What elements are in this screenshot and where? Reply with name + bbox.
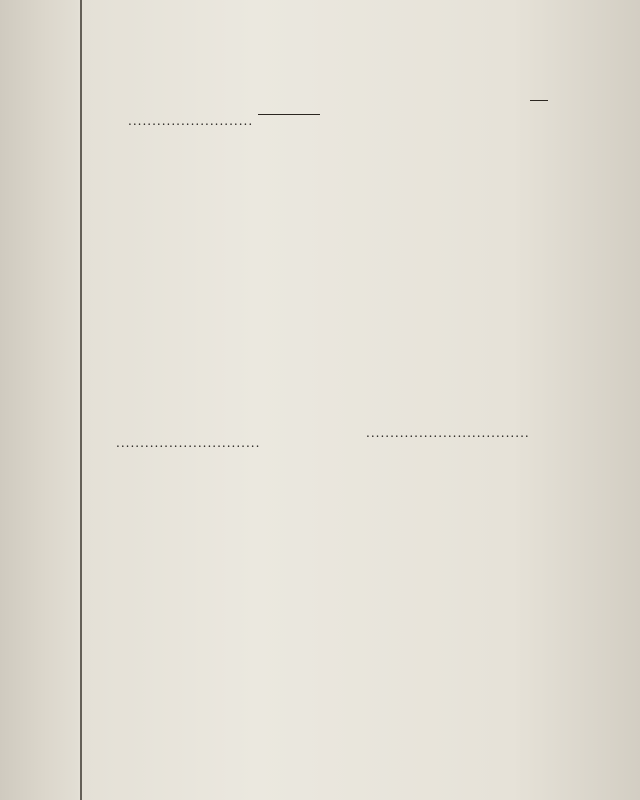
left-column-fragment bbox=[0, 0, 78, 800]
total-rule-right bbox=[530, 100, 548, 101]
total-rule-left bbox=[258, 114, 320, 115]
top-total-row bbox=[128, 114, 253, 129]
column-rule bbox=[80, 0, 82, 800]
leader-dots: .................................. bbox=[366, 426, 530, 440]
leader-dots: .............................. bbox=[116, 436, 261, 450]
st-louis-total-left-row bbox=[116, 436, 260, 451]
st-louis-total-right-row bbox=[366, 426, 530, 441]
leader-dots: .......................... bbox=[128, 114, 254, 128]
main-column bbox=[88, 0, 636, 800]
